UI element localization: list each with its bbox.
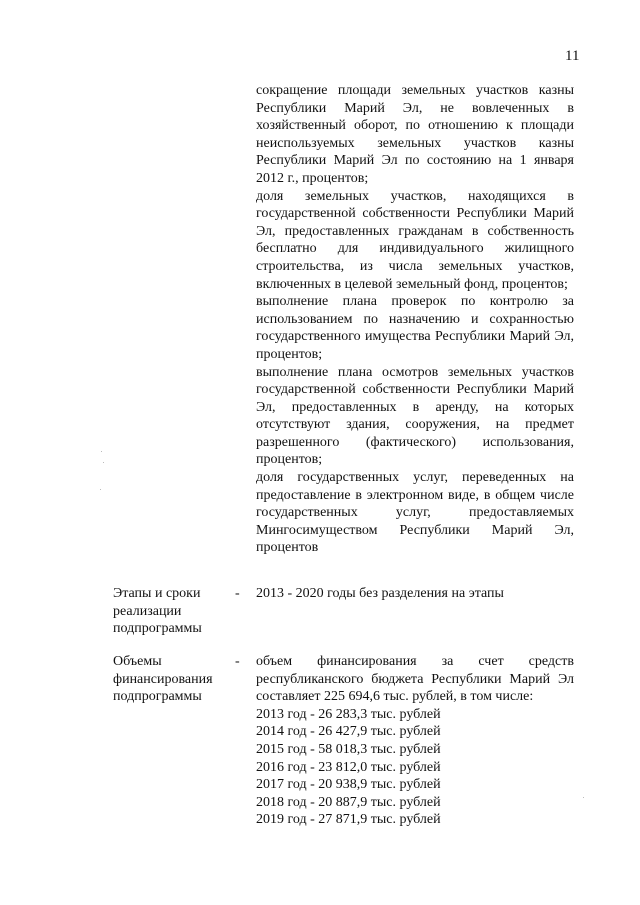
funding-label: Объемы финансирования подпрограммы [113, 654, 213, 705]
funding-year-item: 2019 год - 27 871,9 тыс. рублей [256, 812, 441, 828]
indicator-item: выполнение плана проверок по контролю за использованием по назначению и сохранностью государственного имущества Республики Марий Эл, процентов; [256, 294, 574, 362]
funding-value [256, 653, 574, 829]
funding-year-item: 2018 год - 20 887,9 тыс. рублей [256, 794, 441, 810]
indicator-item: доля государственных услуг, переведенных на предоставление в электронном виде, в общем числе государственных услуг, предоставляемых Мингосимуществом Республики Марий Эл, процентов [256, 470, 574, 556]
funding-year-item: 2016 год - 23 812,0 тыс. рублей [256, 759, 441, 775]
scan-speck [103, 462, 104, 463]
funding-intro: объем финансирования за счет средств республиканского бюджета Республики Марий Эл составляет 225 694,6 тыс. рублей, в том числе: [256, 654, 574, 705]
funding-year-item: 2014 год - 26 427,9 тыс. рублей [256, 724, 441, 740]
funding-year-item: 2015 год - 58 018,3 тыс. рублей [256, 741, 441, 757]
scan-speck [101, 451, 102, 452]
funding-year-item: 2013 год - 26 283,3 тыс. рублей [256, 706, 441, 722]
indicator-item: доля земельных участков, находящихся в государственной собственности Республики Марий Эл, предоставленных гражданам в собственность бесплатно для индивидуального жилищного строительства, из числа земельных участков, включенных в целевой земельный фонд, процентов; [256, 188, 574, 292]
indicator-item: сокращение площади земельных участков казны Республики Марий Эл, не вовлеченных в хозяйственный оборот, по отношению к площади неиспользуемых земельных участков казны Республики Марий Эл по состоянию на 1 января 2012 г., процентов; [256, 83, 574, 186]
funding-dash: - [235, 654, 240, 669]
indicator-item: выполнение плана осмотров земельных участков государственной собственности Республики Марий Эл, предоставленных в аренду, на которых отсутствуют здания, сооружения, на предмет разрешенного (фактического) использования, процентов; [256, 364, 574, 468]
indicators-list [256, 82, 574, 557]
funding-label-cell [113, 653, 253, 706]
stages-label-cell [113, 585, 253, 638]
scan-speck [583, 797, 584, 798]
stages-value: 2013 - 2020 годы без разделения на этапы [256, 586, 504, 601]
page-number: 11 [565, 48, 580, 64]
stages-dash: - [235, 586, 240, 601]
stages-label: Этапы и сроки реализации подпрограммы [113, 586, 202, 637]
funding-year-item: 2017 год - 20 938,9 тыс. рублей [256, 777, 441, 793]
funding-years-list [256, 706, 574, 829]
scan-speck [100, 489, 101, 490]
